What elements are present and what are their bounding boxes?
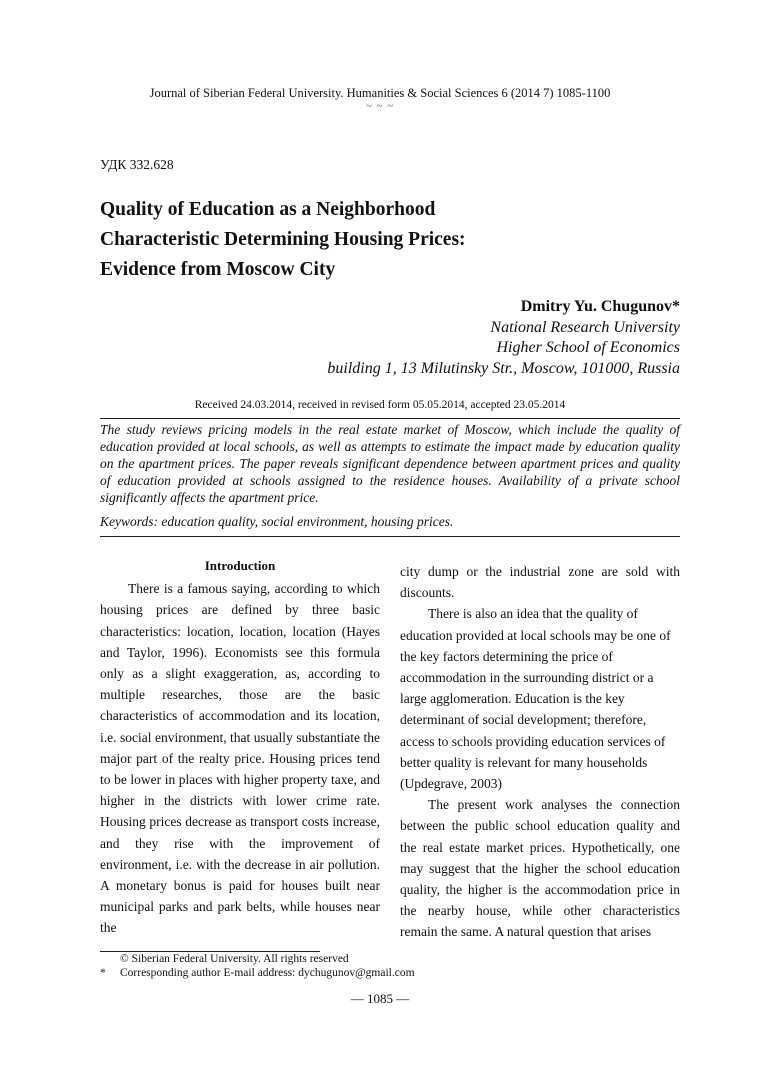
paragraph: The present work analyses the connection between the public school education quality and the real estate market prices. Hypothetically, one may suggest that the higher the school education quality, the higher is the accommodation price in the nearby house, while other characteristics remain the same. A natural question that arises: [400, 797, 680, 940]
keywords: Keywords: education quality, social environment, housing prices.: [100, 514, 454, 529]
affiliation-1: National Research University: [490, 318, 680, 336]
author-block: [327, 297, 680, 379]
footnote-marker: *: [100, 967, 106, 979]
page-number: — 1085 —: [350, 991, 410, 1006]
right-column: [400, 561, 680, 943]
corresponding-author-footnote: Corresponding author E-mail address: dychugunov@gmail.com: [120, 967, 415, 979]
affiliation-2: Higher School of Economics: [496, 339, 680, 356]
footnote-rule: [100, 951, 320, 952]
abstract-bottom-rule: [100, 536, 680, 537]
left-column: [100, 555, 380, 939]
author-name: Dmitry Yu. Chugunov*: [520, 298, 680, 315]
paragraph: city dump or the industrial zone are sold with discounts.: [400, 564, 680, 601]
paragraph: There is a famous saying, according to which housing prices are defined by three basic characteristics: location, location, location (Hayes and Taylor, 1996). Economists see this formula only as a slight exaggeration, as, according to multiple researches, those are the basic characteristics of accommodation and its location, i.e. social environment, that usually substantiate the major part of the realty price. Housing prices tend to be lower in places with higher property taxe, and higher in the districts with lower crime rate. Housing prices decrease as transport costs increase, and they rise with the improvement of environment, i.e. with the decrease in air pollution. A monetary bonus is paid for houses built near municipal parks and park belts, while houses near the: [100, 581, 380, 936]
paper-title: [100, 195, 600, 285]
abstract-top-rule: [100, 418, 680, 419]
copyright-footnote: © Siberian Federal University. All rights reserved: [120, 953, 349, 965]
abstract: The study reviews pricing models in the real estate market of Moscow, which include the quality of education provided at local schools, as well as attempts to estimate the impact made by education quality on the apartment prices. The paper reveals significant dependence between apartment prices and quality of education provided at schools assigned to the residence houses. Availability of a private school significantly affects the apartment price.: [100, 422, 680, 505]
journal-header: Journal of Siberian Federal University. Humanities & Social Sciences 6 (2014 7) 1085-1100: [149, 86, 611, 100]
title-line-1: Quality of Education as a Neighborhood: [100, 199, 436, 220]
title-line-3: Evidence from Moscow City: [100, 259, 336, 280]
title-line-2: Characteristic Determining Housing Prices:: [100, 229, 466, 250]
received-dates: Received 24.03.2014, received in revised form 05.05.2014, accepted 23.05.2014: [194, 399, 566, 411]
udk-code: УДК 332.628: [100, 157, 174, 172]
paragraph: There is also an idea that the quality of education provided at local schools may be one of the key factors determining the price of accommodation in the surrounding district or a large agglomeration. Education is the key determinant of social development; therefore, access to schools providing education services of better quality is relevant for many households (Updegrave, 2003): [400, 606, 671, 792]
section-heading-introduction: Introduction: [204, 558, 276, 573]
header-separator: ~ ~ ~: [365, 100, 395, 112]
author-address: building 1, 13 Milutinsky Str., Moscow, 101000, Russia: [327, 359, 680, 377]
